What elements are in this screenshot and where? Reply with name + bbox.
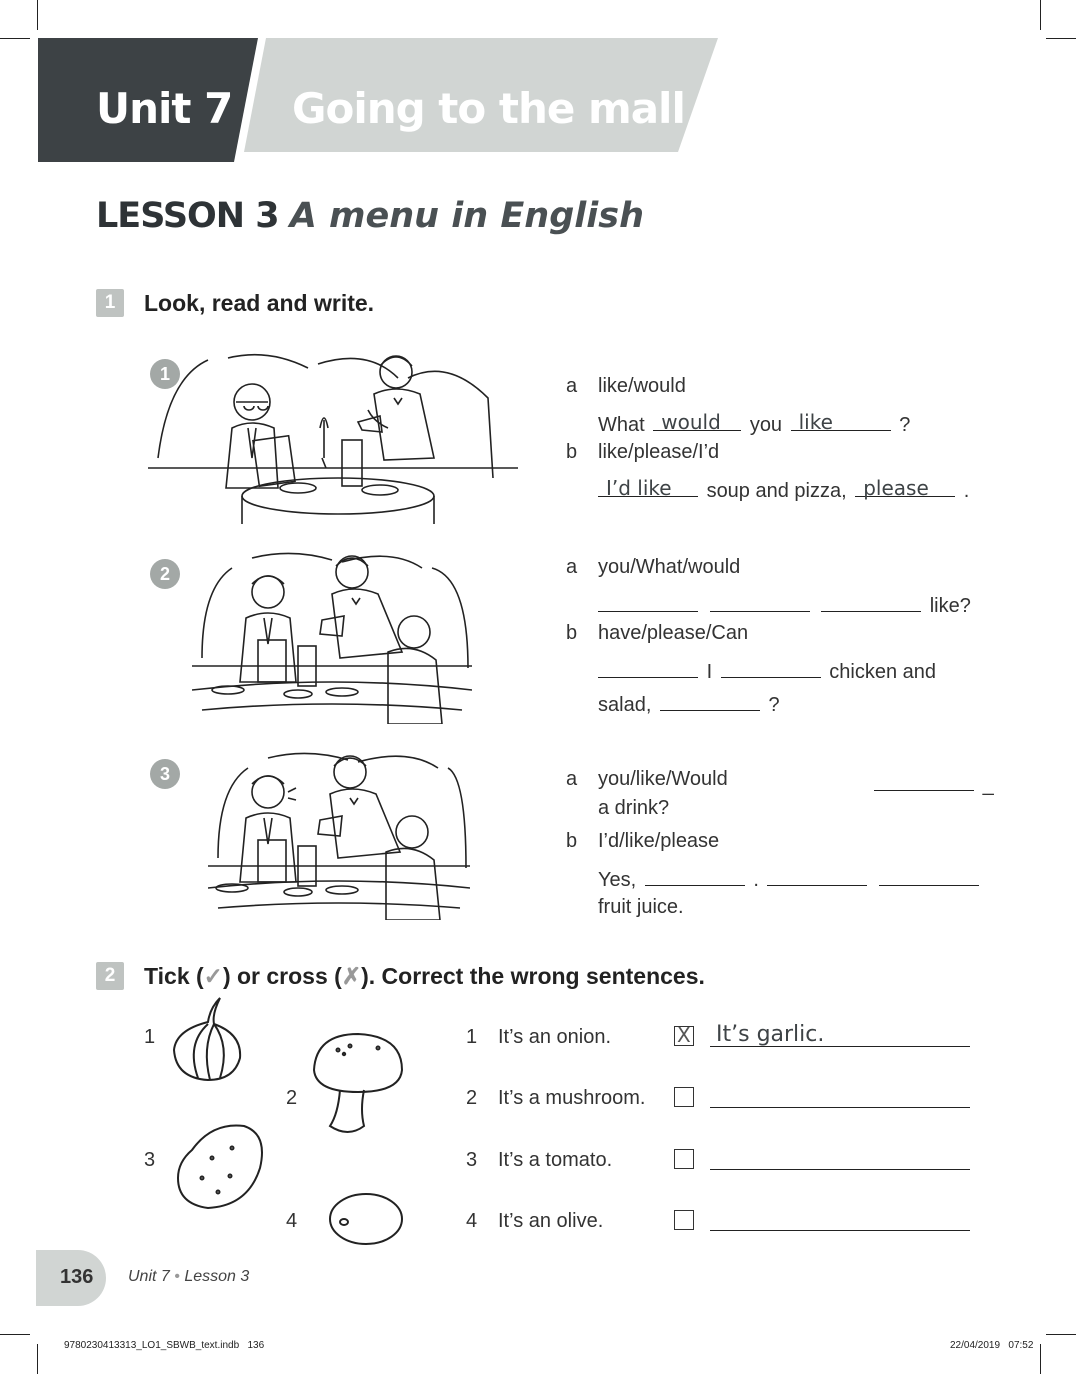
word-prompt: like/please/I’d (598, 441, 720, 463)
correction-line[interactable] (710, 1169, 970, 1170)
word-prompt: like/would (598, 375, 686, 397)
answer-blank[interactable] (660, 688, 760, 711)
word-prompt: have/please/Can (598, 622, 749, 644)
handwritten-answer: like (798, 410, 833, 434)
answer-checkbox[interactable] (674, 1210, 694, 1230)
answer-blank[interactable] (721, 655, 821, 678)
print-slug-date: 22/04/2019 07:52 (950, 1340, 1034, 1351)
cross-icon: ✗ (341, 963, 362, 989)
footer-unit-label (128, 1268, 249, 1286)
sentence-number: 2 (466, 1087, 478, 1109)
sentence-line (598, 408, 910, 437)
sentence-text: What (598, 414, 645, 436)
sentence-text: I (706, 661, 713, 683)
answer-blank[interactable] (791, 408, 891, 434)
answer-blank[interactable] (767, 863, 867, 886)
answer-blank[interactable] (879, 863, 979, 886)
footer-bullet: • (174, 1268, 180, 1285)
sentence-text: salad, (598, 694, 652, 716)
picture-number: 3 (144, 1149, 156, 1171)
answer-blank[interactable] (598, 589, 698, 612)
sentence-text: . (963, 480, 970, 502)
word-prompt: I’d/like/please (598, 830, 720, 852)
sentence-line (598, 863, 982, 892)
heading-text: ) or cross ( (222, 963, 342, 989)
item-letter: b (566, 441, 578, 463)
sentence-text: Yes, (598, 869, 637, 891)
answer-blank[interactable] (855, 474, 955, 500)
picture-number: 1 (150, 359, 180, 389)
heading-text: Tick ( (144, 963, 204, 989)
handwritten-answer: would (661, 410, 721, 434)
answer-blank[interactable] (598, 474, 698, 500)
mushroom-icon (308, 1030, 408, 1138)
sentence-text: _ (982, 774, 994, 796)
print-slug-file: 9780230413313_LO1_SBWB_text.indb 136 (64, 1340, 265, 1351)
footer-lesson: Lesson 3 (184, 1268, 250, 1285)
handwritten-correction: It’s garlic. (716, 1022, 825, 1047)
heading-text: ). Correct the wrong sentences. (361, 963, 705, 989)
sentence-text: It’s a mushroom. (498, 1087, 646, 1109)
correction-line[interactable] (710, 1230, 970, 1231)
exercise-number: 2 (96, 962, 124, 990)
sentence-text: It’s an olive. (498, 1210, 604, 1232)
handwritten-answer: please (863, 476, 929, 500)
sentence-text: you (749, 414, 783, 436)
cross-mark: X (677, 1023, 691, 1047)
crop-mark (37, 1344, 38, 1374)
restaurant-illustration (208, 748, 470, 920)
sentence-number: 3 (466, 1149, 478, 1171)
footer-unit: Unit 7 (128, 1268, 170, 1285)
restaurant-illustration (148, 348, 518, 524)
sentence-text: It’s an onion. (498, 1026, 612, 1048)
answer-checkbox[interactable] (674, 1087, 694, 1107)
picture-number: 1 (144, 1026, 156, 1048)
sentence-line (598, 655, 936, 684)
exercise-heading (144, 963, 705, 990)
answer-blank[interactable] (710, 589, 810, 612)
answer-blank[interactable] (821, 589, 921, 612)
answer-blank[interactable] (874, 768, 974, 791)
word-prompt: you/What/would (598, 556, 741, 578)
unit-number: Unit 7 (96, 84, 233, 133)
handwritten-answer: I’d like (606, 476, 672, 500)
answer-checkbox[interactable] (674, 1023, 694, 1047)
picture-number: 4 (286, 1210, 298, 1232)
sentence-line (598, 589, 971, 618)
sentence-line (598, 474, 969, 503)
sentence-text: like? (929, 595, 971, 617)
lesson-label: LESSON 3 (96, 196, 279, 236)
answer-checkbox[interactable] (674, 1149, 694, 1169)
lesson-title (96, 196, 644, 236)
unit-title: Going to the mall (292, 84, 685, 133)
word-prompt: you/like/Would (598, 768, 728, 790)
crop-mark (0, 38, 30, 39)
potato-icon (172, 1118, 270, 1212)
sentence-text: ? (768, 694, 780, 716)
crop-mark (0, 1334, 30, 1335)
sentence-text: . (753, 869, 759, 891)
sentence-line (874, 768, 994, 797)
tick-icon: ✓ (203, 963, 223, 989)
picture-number: 2 (286, 1087, 298, 1109)
restaurant-illustration (192, 548, 472, 724)
sentence-text: soup and pizza, (706, 480, 847, 502)
item-letter: a (566, 556, 578, 578)
exercise-heading: Look, read and write. (144, 290, 375, 316)
crop-mark (1040, 0, 1041, 30)
olive-icon (326, 1190, 406, 1248)
item-letter: a (566, 768, 578, 790)
picture-number: 2 (150, 559, 180, 589)
picture-number: 3 (150, 759, 180, 789)
answer-blank[interactable] (645, 863, 745, 886)
sentence-text: fruit juice. (598, 896, 684, 918)
item-letter: b (566, 622, 578, 644)
correction-line[interactable] (710, 1107, 970, 1108)
sentence-text: ? (899, 414, 911, 436)
onion-icon (168, 994, 248, 1084)
sentence-text: It’s a tomato. (498, 1149, 613, 1171)
sentence-text: a drink? (598, 797, 670, 819)
sentence-number: 1 (466, 1026, 478, 1048)
page-number-tab (36, 1250, 106, 1306)
crop-mark (1046, 1334, 1076, 1335)
lesson-name: A menu in English (289, 196, 645, 236)
crop-mark (37, 0, 38, 30)
crop-mark (1046, 38, 1076, 39)
item-letter: a (566, 375, 578, 397)
answer-blank[interactable] (598, 655, 698, 678)
exercise-number: 1 (96, 289, 124, 317)
item-letter: b (566, 830, 578, 852)
answer-blank[interactable] (653, 408, 741, 434)
sentence-line (598, 688, 780, 717)
sentence-text: chicken and (829, 661, 936, 683)
page-number: 136 (60, 1266, 94, 1288)
crop-mark (1040, 1344, 1041, 1374)
sentence-number: 4 (466, 1210, 478, 1232)
